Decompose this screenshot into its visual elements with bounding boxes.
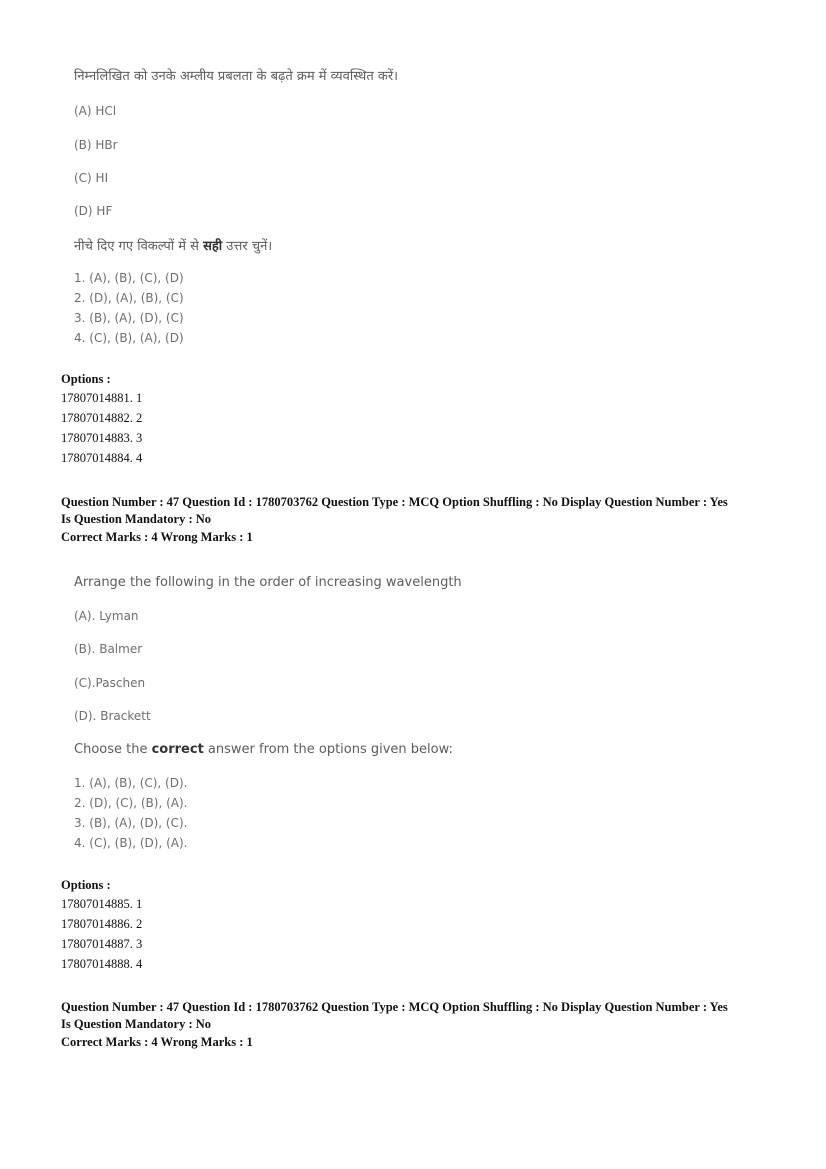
question-meta-line: Is Question Mandatory : No <box>61 512 212 526</box>
question-meta <box>61 494 728 546</box>
options-label: Options : <box>61 372 111 386</box>
question-1-item-c: (C) HI <box>74 171 109 185</box>
question-1-answer-3: 3. (B), (A), (D), (C) <box>74 311 184 325</box>
question-2-answer-2: 2. (D), (C), (B), (A). <box>74 796 188 810</box>
question-meta-line: Is Question Mandatory : No <box>61 1017 212 1031</box>
question-1-stem: निम्नलिखित को उनके अम्लीय प्रबलता के बढ़ते क्रम में व्यवस्थित करें। <box>74 69 399 84</box>
question-meta-line: Question Number : 47 Question Id : 1780703762 Question Type : MCQ Option Shuffling : No Display Question Number : Yes <box>61 495 728 509</box>
question-2-item-a: (A). Lyman <box>74 609 139 623</box>
question-2-answer-1: 1. (A), (B), (C), (D). <box>74 776 188 790</box>
question-2-item-d: (D). Brackett <box>74 709 151 723</box>
question-2-instruction: Choose the correct answer from the options given below: <box>74 742 453 757</box>
option-id: 17807014888. 4 <box>61 957 143 971</box>
option-id: 17807014885. 1 <box>61 897 143 911</box>
option-id: 17807014881. 1 <box>61 391 143 405</box>
question-1-answer-2: 2. (D), (A), (B), (C) <box>74 291 184 305</box>
question-marks-line: Correct Marks : 4 Wrong Marks : 1 <box>61 1035 253 1049</box>
question-1-answer-1: 1. (A), (B), (C), (D) <box>74 271 184 285</box>
options-label: Options : <box>61 878 111 892</box>
option-id: 17807014882. 2 <box>61 411 143 425</box>
question-2-item-b: (B). Balmer <box>74 642 143 656</box>
question-1-answer-4: 4. (C), (B), (A), (D) <box>74 331 184 345</box>
option-id: 17807014884. 4 <box>61 451 143 465</box>
option-id: 17807014883. 3 <box>61 431 143 445</box>
question-1-item-b: (B) HBr <box>74 138 118 152</box>
option-id: 17807014886. 2 <box>61 917 143 931</box>
question-meta <box>61 999 728 1051</box>
question-1-item-d: (D) HF <box>74 204 113 218</box>
question-1-instruction: नीचे दिए गए विकल्पों में से सही उत्तर चुनें। <box>74 239 273 254</box>
option-id: 17807014887. 3 <box>61 937 143 951</box>
question-2-answer-4: 4. (C), (B), (D), (A). <box>74 836 188 850</box>
question-1-item-a: (A) HCl <box>74 104 117 118</box>
question-meta-line: Question Number : 47 Question Id : 1780703762 Question Type : MCQ Option Shuffling : No Display Question Number : Yes <box>61 1000 728 1014</box>
question-2-stem: Arrange the following in the order of increasing wavelength <box>74 575 462 590</box>
question-2-answer-3: 3. (B), (A), (D), (C). <box>74 816 188 830</box>
question-2-item-c: (C).Paschen <box>74 676 146 690</box>
question-marks-line: Correct Marks : 4 Wrong Marks : 1 <box>61 530 253 544</box>
